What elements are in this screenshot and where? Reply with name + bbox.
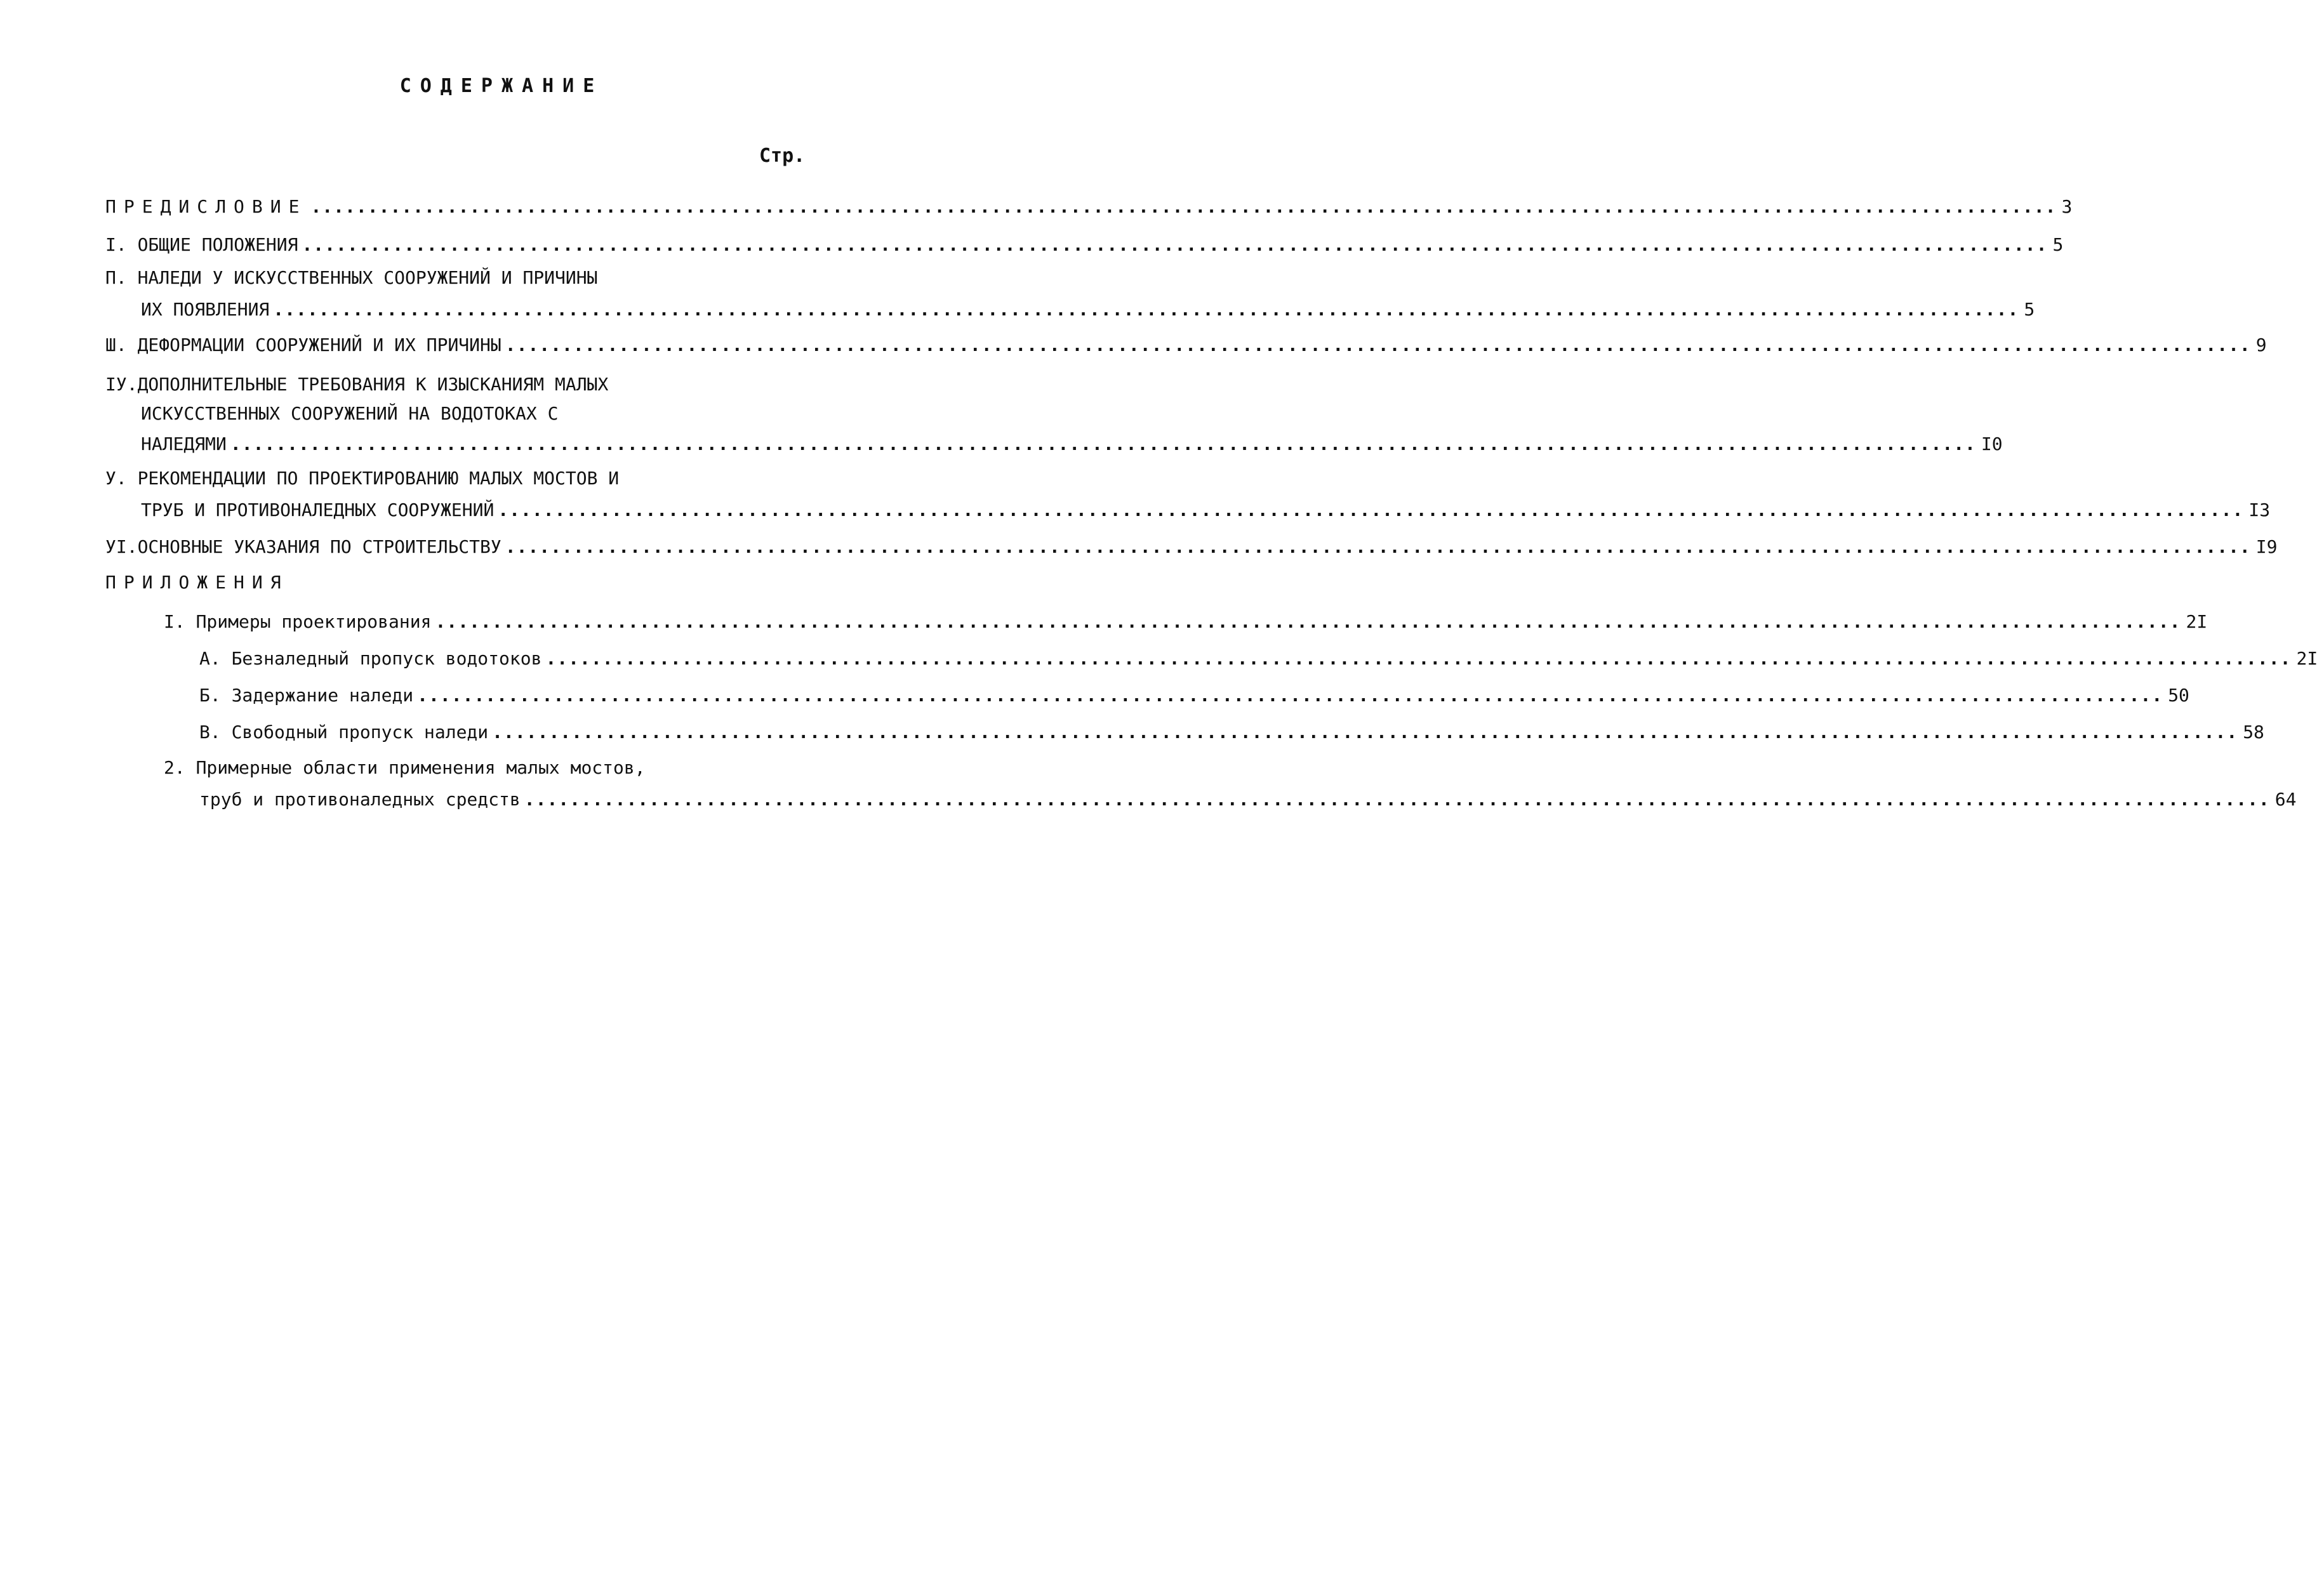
- toc-entry-page: 3: [2061, 196, 2073, 217]
- toc-entry-appendix-1a[interactable]: [199, 644, 2318, 669]
- toc-entry-appendix-2-line1: 2. Примерные области применения малых мостов,: [164, 757, 646, 778]
- toc-entry-appendix-1b[interactable]: [199, 680, 2189, 706]
- toc-entry-page: 5: [2052, 234, 2064, 255]
- toc-entry-section-6[interactable]: [105, 532, 2278, 557]
- toc-entry-section-1[interactable]: [105, 230, 2064, 255]
- toc-entry-section-5[interactable]: [141, 495, 2271, 520]
- toc-entry-page: I3: [2248, 499, 2271, 520]
- toc-leader-dots: ..........................................................................................................................................................: [498, 499, 2244, 520]
- toc-entry-page: 2I: [2186, 611, 2208, 632]
- toc-entry-label: ТРУБ И ПРОТИВОНАЛЕДНЫХ СООРУЖЕНИЙ: [141, 499, 495, 520]
- toc-entry-preface[interactable]: [105, 192, 2073, 217]
- toc-entry-label: ПРЕДИСЛОВИЕ: [105, 196, 307, 217]
- toc-entry-appendix-2[interactable]: [199, 784, 2297, 810]
- toc-entry-section-3[interactable]: [105, 330, 2267, 355]
- toc-entry-page: 9: [2255, 334, 2267, 355]
- page-title: СОДЕРЖАНИЕ: [399, 75, 604, 97]
- toc-leader-dots: ..........................................................................................................................................................: [230, 433, 1976, 454]
- toc-entry-section-2[interactable]: [141, 294, 2035, 320]
- toc-entry-section-5-line1: У. РЕКОМЕНДАЦИИ ПО ПРОЕКТИРОВАНИЮ МАЛЫХ МОСТОВ И: [105, 468, 620, 489]
- toc-entry-section-2-line1: П. НАЛЕДИ У ИСКУССТВЕННЫХ СООРУЖЕНИЙ И ПРИЧИНЫ: [105, 267, 598, 288]
- toc-entry-page: 58: [2243, 722, 2264, 743]
- toc-leader-dots: ..........................................................................................................................................................: [417, 685, 2163, 706]
- toc-entry-section-4-line1: IУ.ДОПОЛНИТЕЛЬНЫЕ ТРЕБОВАНИЯ К ИЗЫСКАНИЯМ МАЛЫХ: [105, 374, 609, 395]
- page-column-label: Стр.: [759, 145, 806, 167]
- toc-entry-label: Ш. ДЕФОРМАЦИИ СООРУЖЕНИЙ И ИХ ПРИЧИНЫ: [105, 334, 501, 355]
- toc-entry-section-4[interactable]: [141, 429, 2003, 454]
- toc-leader-dots: ..........................................................................................................................................................: [545, 648, 2292, 669]
- toc-leader-dots: ..........................................................................................................................................................: [505, 334, 2251, 355]
- toc-entry-label: I. Примеры проектирования: [164, 611, 432, 632]
- toc-entry-label: I. ОБЩИЕ ПОЛОЖЕНИЯ: [105, 234, 298, 255]
- toc-leader-dots: ..........................................................................................................................................................: [302, 234, 2048, 255]
- toc-entry-label: В. Свободный пропуск наледи: [199, 722, 489, 743]
- toc-entry-label: НАЛЕДЯМИ: [141, 433, 227, 454]
- toc-entry-appendix-1[interactable]: [164, 607, 2208, 632]
- toc-leader-dots: ..........................................................................................................................................................: [492, 722, 2238, 743]
- toc-leader-dots: ..........................................................................................................................................................: [505, 536, 2251, 557]
- toc-entry-page: I0: [1981, 433, 2003, 454]
- toc-entry-page: 64: [2274, 789, 2297, 810]
- toc-entry-appendix-1v[interactable]: [199, 717, 2264, 743]
- toc-entry-page: I9: [2255, 536, 2278, 557]
- toc-leader-dots: ..........................................................................................................................................................: [310, 196, 2057, 217]
- toc-leader-dots: ..........................................................................................................................................................: [273, 299, 2019, 320]
- toc-entry-page: 2I: [2296, 648, 2318, 669]
- toc-entry-page: 5: [2024, 299, 2035, 320]
- toc-leader-dots: ..........................................................................................................................................................: [524, 789, 2270, 810]
- toc-entry-label: УI.ОСНОВНЫЕ УКАЗАНИЯ ПО СТРОИТЕЛЬСТВУ: [105, 536, 501, 557]
- toc-entry-label: труб и противоналедных средств: [199, 789, 521, 810]
- toc-entry-section-4-line2: ИСКУССТВЕННЫХ СООРУЖЕНИЙ НА ВОДОТОКАХ С: [141, 403, 559, 424]
- toc-entry-label: ИХ ПОЯВЛЕНИЯ: [141, 299, 270, 320]
- toc-entry-page: 50: [2168, 685, 2189, 706]
- toc-leader-dots: ..........................................................................................................................................................: [435, 611, 2181, 632]
- toc-entry-label: А. Безналедный пропуск водотоков: [199, 648, 542, 669]
- toc-entry-label: Б. Задержание наледи: [199, 685, 414, 706]
- toc-appendices-heading: ПРИЛОЖЕНИЯ: [105, 572, 289, 593]
